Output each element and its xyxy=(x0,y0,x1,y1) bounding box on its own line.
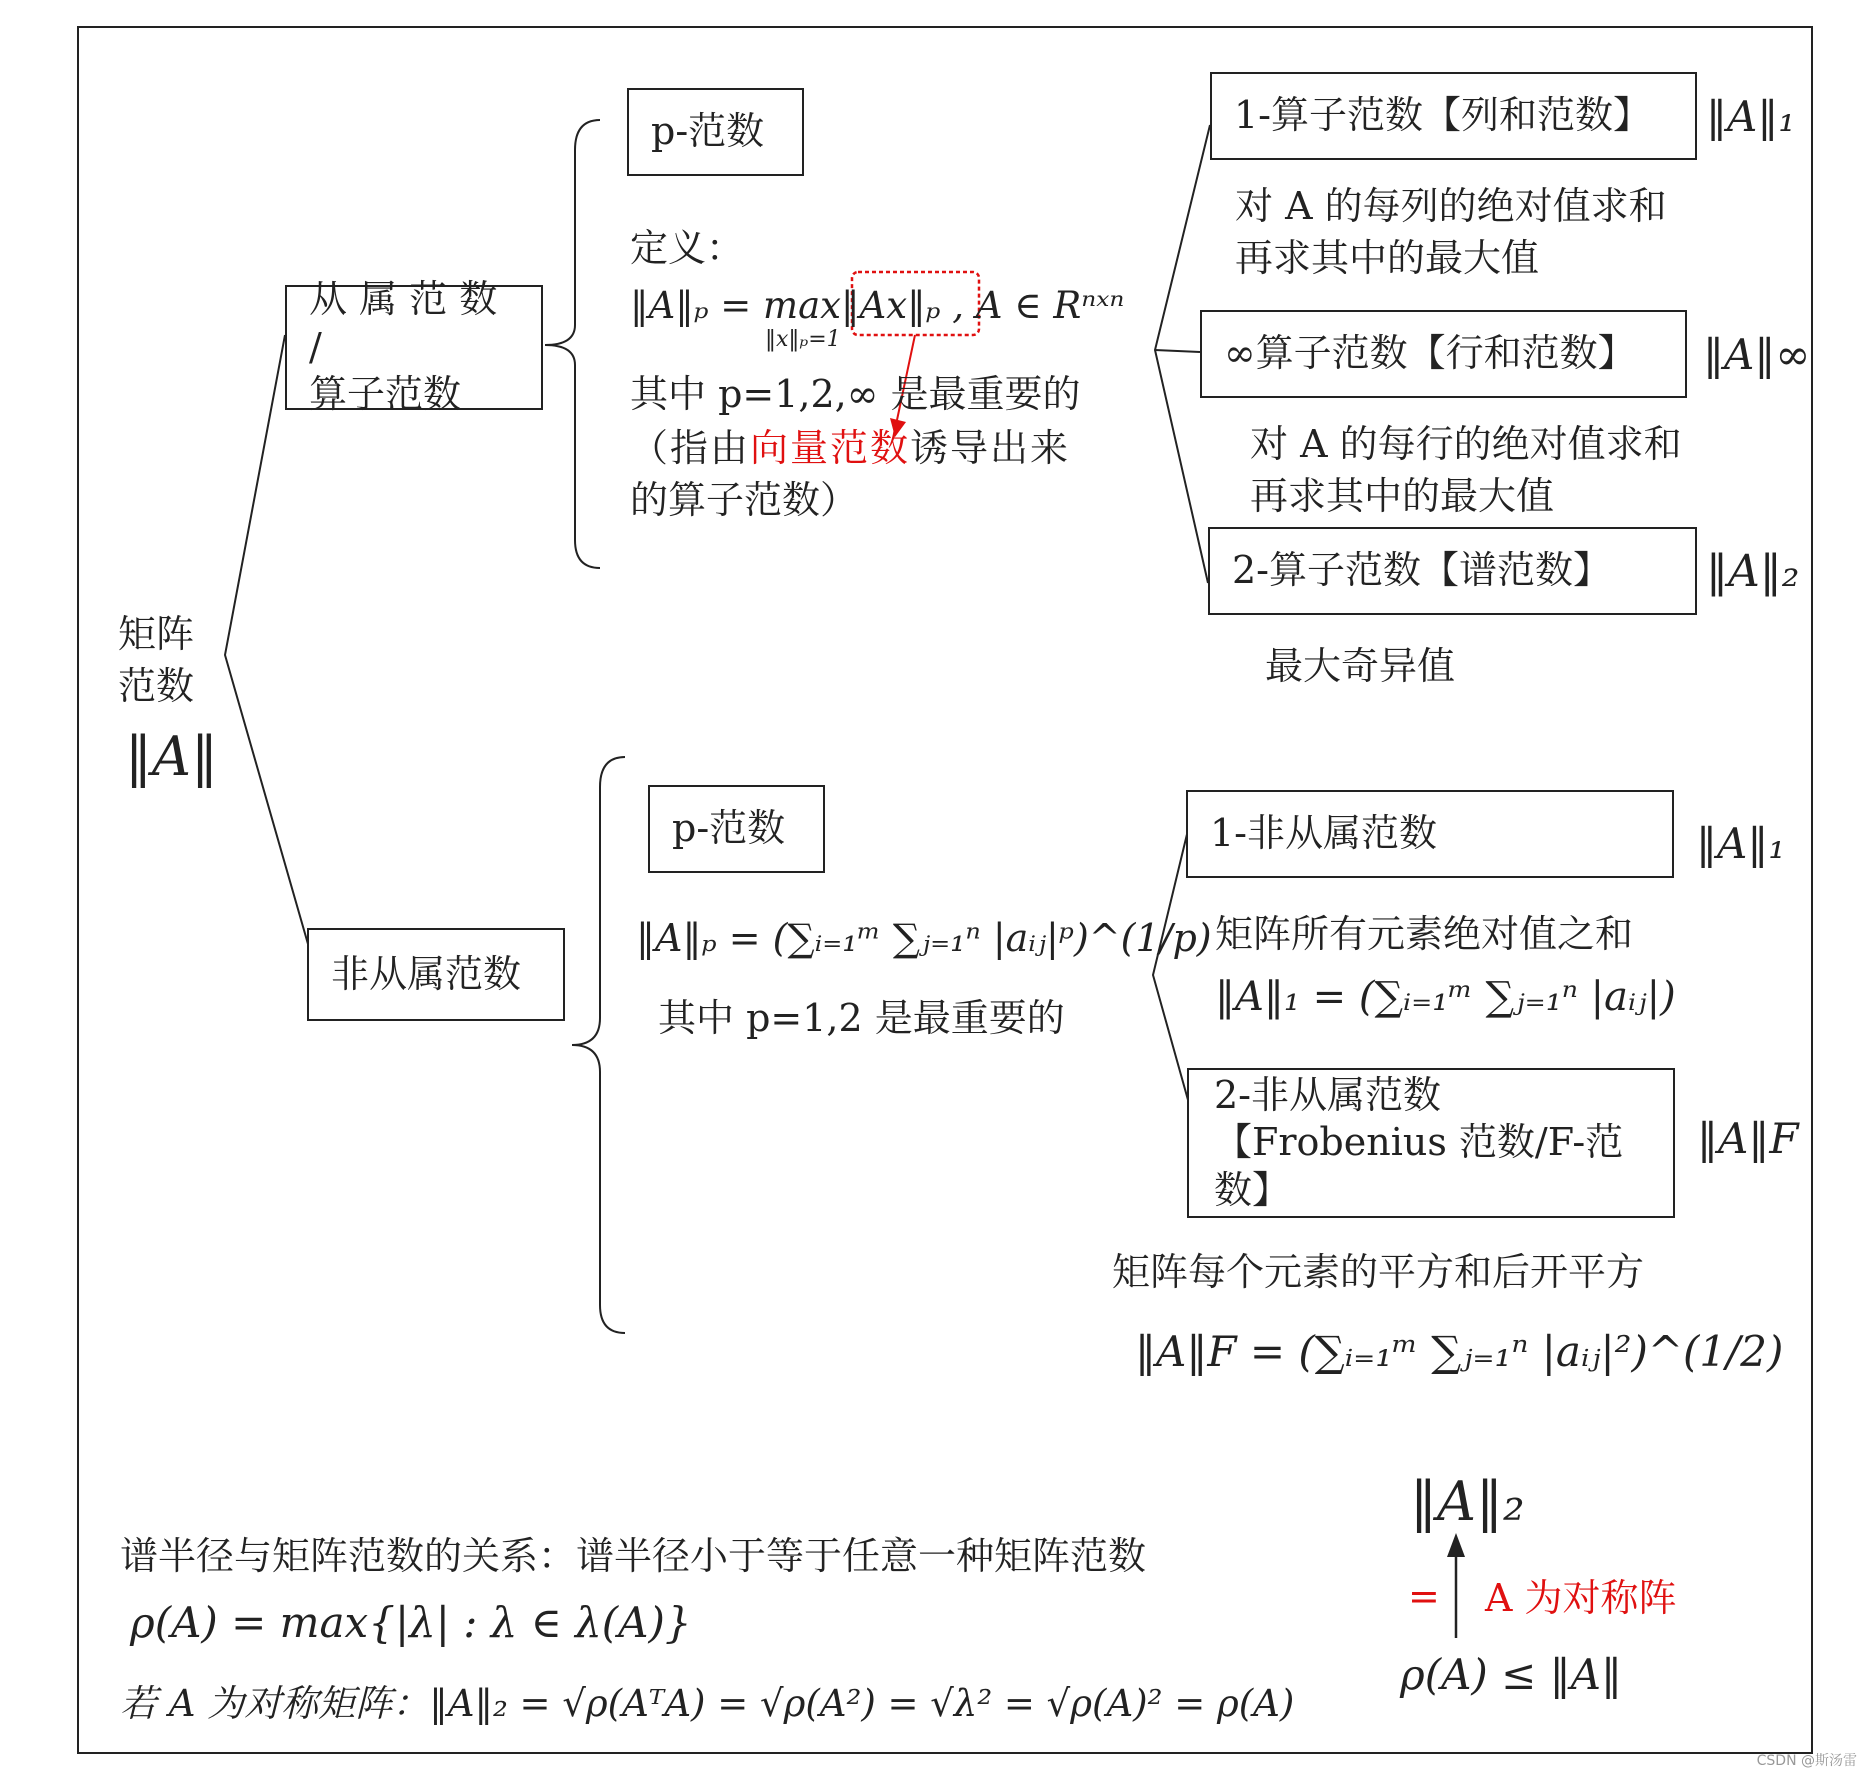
one-operator-norm-box xyxy=(1210,72,1697,160)
one-non-subordinate-norm-description: 矩阵所有元素绝对值之和 xyxy=(1215,912,1634,956)
two-operator-norm-description: 最大奇异值 xyxy=(1265,644,1456,688)
non-subordinate-norm-label: 非从属范数 xyxy=(331,951,522,996)
infinity-operator-norm-box xyxy=(1200,310,1687,398)
definition-label: 定义： xyxy=(630,226,745,270)
one-operator-norm-title: 1-算子范数【列和范数】 xyxy=(1234,93,1652,138)
definition-formula-subscript: ‖x‖ₚ=1 xyxy=(765,327,841,352)
frobenius-norm-box xyxy=(1187,1068,1675,1218)
equality-sign: = xyxy=(1408,1574,1440,1618)
subordinate-p-norm-box xyxy=(627,88,804,176)
subordinate-norm-label: 从 属 范 数 / 算子范数 xyxy=(309,277,498,417)
non-subordinate-norm-box xyxy=(307,928,565,1021)
subordinate-important-note: 其中 p=1,2,∞ 是最重要的 xyxy=(630,372,1081,416)
spectral-radius-relation: 谱半径与矩阵范数的关系：谱半径小于等于任意一种矩阵范数 xyxy=(120,1534,1147,1578)
frobenius-norm-title: 2-非从属范数 【Frobenius 范数/F-范数】 xyxy=(1214,1072,1624,1212)
non-subordinate-p-norm-box xyxy=(648,785,825,873)
frobenius-norm-symbol: ‖A‖F xyxy=(1697,1114,1799,1163)
non-subordinate-p-norm-label: p-范数 xyxy=(672,806,786,851)
infinity-operator-norm-title: ∞算子范数【行和范数】 xyxy=(1224,331,1636,376)
watermark: CSDN @斯汤雷 xyxy=(1756,1753,1857,1769)
subordinate-p-norm-label: p-范数 xyxy=(651,109,765,154)
two-operator-norm-box xyxy=(1208,527,1697,615)
two-operator-norm-title: 2-算子范数【谱范数】 xyxy=(1232,548,1612,593)
definition-formula: ‖A‖ₚ = max‖Ax‖ₚ , A ∈ Rⁿˣⁿ xyxy=(630,284,1125,327)
non-subordinate-p-norm-formula: ‖A‖ₚ = (∑ᵢ₌₁ᵐ ∑ⱼ₌₁ⁿ |aᵢⱼ|ᵖ)^(1/p) xyxy=(636,916,1212,960)
one-operator-norm-description: 对 A 的每列的绝对值求和 再求其中的最大值 xyxy=(1235,184,1667,281)
spectral-two-norm-symbol: ‖A‖₂ xyxy=(1410,1470,1525,1533)
spectral-radius-inequality: ρ(A) ≤ ‖A‖ xyxy=(1400,1650,1623,1699)
induced-note-suffix: 诱导出来 xyxy=(910,426,1071,470)
two-operator-norm-symbol: ‖A‖₂ xyxy=(1706,546,1800,597)
infinity-operator-norm-symbol: ‖A‖∞ xyxy=(1703,330,1811,379)
non-subordinate-important-note: 其中 p=1,2 是最重要的 xyxy=(658,996,1065,1040)
one-non-subordinate-norm-title: 1-非从属范数 xyxy=(1210,811,1438,856)
subordinate-induced-note xyxy=(630,422,1070,474)
frobenius-norm-formula: ‖A‖F = (∑ᵢ₌₁ᵐ ∑ⱼ₌₁ⁿ |aᵢⱼ|²)^(1/2) xyxy=(1135,1327,1784,1376)
root-label: 矩阵 范数 xyxy=(118,612,195,709)
root-norm-symbol: ‖A‖ xyxy=(125,725,218,788)
subordinate-induced-note-line2: 的算子范数） xyxy=(630,478,859,522)
vector-norm-highlight: 向量范数 xyxy=(750,426,911,470)
subordinate-norm-box xyxy=(285,277,543,417)
induced-note-prefix: （指由 xyxy=(630,426,751,470)
one-non-subordinate-norm-formula: ‖A‖₁ = (∑ᵢ₌₁ᵐ ∑ⱼ₌₁ⁿ |aᵢⱼ|) xyxy=(1215,974,1676,1020)
spectral-radius-definition: ρ(A) = max{|λ| : λ ∈ λ(A)} xyxy=(130,1598,692,1647)
frobenius-norm-description: 矩阵每个元素的平方和后开平方 xyxy=(1112,1250,1645,1294)
one-operator-norm-symbol: ‖A‖₁ xyxy=(1706,92,1796,141)
symmetric-condition: A 为对称阵 xyxy=(1485,1576,1677,1620)
infinity-operator-norm-description: 对 A 的每行的绝对值求和 再求其中的最大值 xyxy=(1250,422,1682,519)
one-non-subordinate-norm-symbol: ‖A‖₁ xyxy=(1696,819,1786,868)
one-non-subordinate-norm-box xyxy=(1186,790,1674,878)
symmetric-matrix-identity: 若 A 为对称矩阵：‖A‖₂ = √ρ(AᵀA) = √ρ(A²) = √λ² = √ρ(A)² = ρ(A) xyxy=(120,1682,1295,1725)
